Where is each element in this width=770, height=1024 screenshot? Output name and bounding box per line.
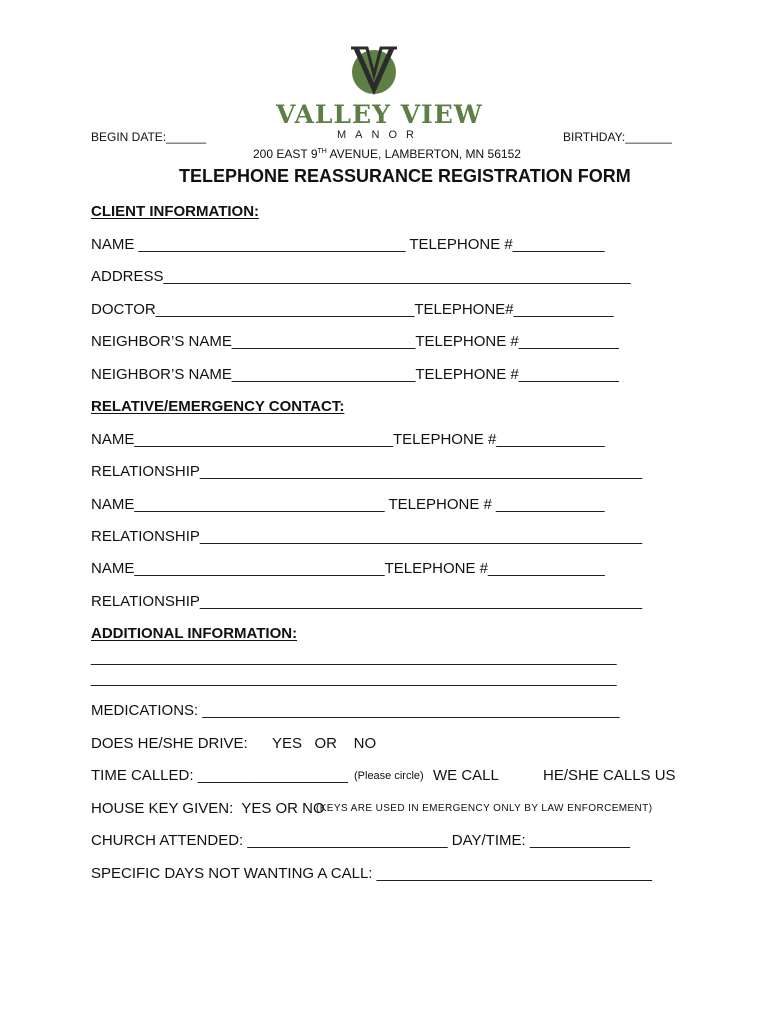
drive-label: DOES HE/SHE DRIVE: [91, 735, 248, 752]
church-attended-field[interactable]: CHURCH ATTENDED: ________________________ DAY/TIME: ____________ [91, 832, 630, 849]
neighbor-name-field-1[interactable]: NEIGHBOR’S NAME______________________TELEPHONE #____________ [91, 333, 619, 350]
relationship-field-1[interactable]: RELATIONSHIP_____________________________________________________ [91, 463, 643, 480]
brand-subtitle: MANOR [337, 129, 423, 141]
additional-info-line-2[interactable]: _______________________________________________________________ [91, 670, 617, 687]
additional-info-line-1[interactable]: _______________________________________________________________ [91, 649, 617, 666]
client-address-field[interactable]: ADDRESS________________________________________________________ [91, 268, 631, 285]
address-suffix: AVENUE, LAMBERTON, MN 56152 [326, 147, 521, 161]
time-called-field[interactable]: TIME CALLED: __________________ [91, 767, 348, 784]
relative-name-field-1[interactable]: NAME_______________________________TELEPHONE #_____________ [91, 431, 605, 448]
valley-view-logo-icon [345, 45, 403, 95]
facility-address [253, 147, 521, 161]
relative-name-field-3[interactable]: NAME______________________________TELEPHONE #______________ [91, 560, 605, 577]
relative-contact-heading: RELATIVE/EMERGENCY CONTACT: [91, 398, 345, 415]
house-key-note: (KEYS ARE USED IN EMERGENCY ONLY BY LAW ENFORCEMENT) [316, 803, 653, 814]
address-prefix: 200 EAST 9 [253, 147, 318, 161]
please-circle-note: (Please circle) [354, 770, 424, 782]
client-name-field[interactable]: NAME ________________________________ TELEPHONE #___________ [91, 236, 605, 253]
relationship-field-3[interactable]: RELATIONSHIP_____________________________________________________ [91, 593, 643, 610]
medications-field[interactable]: MEDICATIONS: __________________________________________________ [91, 702, 620, 719]
birthday-field[interactable]: BIRTHDAY:_______ [563, 130, 672, 144]
form-title: TELEPHONE REASSURANCE REGISTRATION FORM [179, 166, 631, 186]
relative-name-field-2[interactable]: NAME______________________________ TELEPHONE # _____________ [91, 496, 605, 513]
doctor-field[interactable]: DOCTOR_______________________________TELEPHONE#____________ [91, 301, 614, 318]
begin-date-field[interactable]: BEGIN DATE:______ [91, 130, 207, 144]
drive-options[interactable]: YES OR NO [272, 735, 377, 752]
house-key-field[interactable]: HOUSE KEY GIVEN: YES OR NO [91, 800, 325, 817]
additional-info-heading: ADDITIONAL INFORMATION: [91, 625, 298, 642]
client-info-heading: CLIENT INFORMATION: [91, 203, 260, 220]
neighbor-name-field-2[interactable]: NEIGHBOR’S NAME______________________TELEPHONE #____________ [91, 366, 619, 383]
brand-name: VALLEY VIEW [276, 100, 483, 129]
we-call-option[interactable]: WE CALL [433, 767, 499, 784]
specific-days-field[interactable]: SPECIFIC DAYS NOT WANTING A CALL: _________________________________ [91, 865, 652, 882]
relationship-field-2[interactable]: RELATIONSHIP_____________________________________________________ [91, 528, 643, 545]
address-superscript: TH [317, 148, 327, 155]
he-she-calls-option[interactable]: HE/SHE CALLS US [543, 767, 676, 784]
